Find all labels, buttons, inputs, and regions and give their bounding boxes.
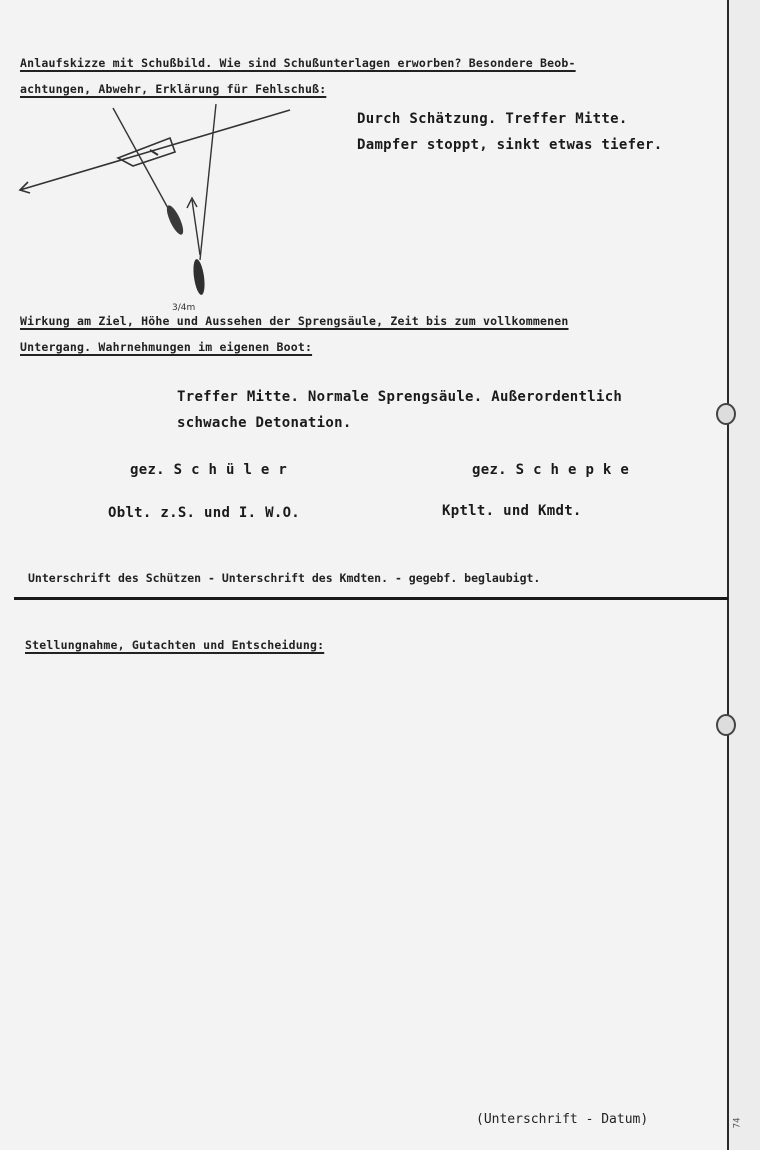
effect-line1: Treffer Mitte. Normale Sprengsäule. Außerordentlich [177,389,623,405]
observation-line2: Dampfer stoppt, sinkt etwas tiefer. [357,137,663,153]
margin-mark: 74 [732,1117,743,1129]
punch-hole-top [716,403,736,425]
sketch-range-label: 3/4m [172,303,196,313]
section1-header-line2: achtungen, Abwehr, Erklärung für Fehlschuß: [20,82,327,96]
page-margin-strip [727,0,760,1150]
signature-right-rank: Kptlt. und Kmdt. [442,503,582,519]
submarine-position [192,258,207,295]
submarine-firing-position [164,203,187,236]
punch-hole-bottom [716,714,736,736]
signature-left-name: gez. S c h ü l e r [130,462,288,478]
section-divider [14,597,728,600]
section2-header-line2: Untergang. Wahrnehmungen im eigenen Boot: [20,340,313,354]
signature-footer-line: Unterschrift des Schützen - Unterschrift des Kmdten. - gegebf. beglaubigt. [28,571,541,585]
attack-sketch [10,100,310,315]
torpedo-track-inner [192,200,200,255]
bottom-signature-caption: (Unterschrift - Datum) [476,1112,649,1127]
signature-left-rank: Oblt. z.S. und I. W.O. [108,505,301,521]
torpedo-track-right [200,104,216,260]
effect-line2: schwache Detonation. [177,415,352,431]
observation-line1: Durch Schätzung. Treffer Mitte. [357,111,628,127]
section3-header: Stellungnahme, Gutachten und Entscheidung: [25,638,325,652]
ship-course-line [20,110,290,190]
signature-right-name: gez. S c h e p k e [472,462,630,478]
section1-header-line1: Anlaufskizze mit Schußbild. Wie sind Schußunterlagen erworben? Besondere Beob- [20,56,576,70]
section2-header-line1: Wirkung am Ziel, Höhe und Aussehen der Sprengsäule, Zeit bis zum vollkommenen [20,314,569,328]
